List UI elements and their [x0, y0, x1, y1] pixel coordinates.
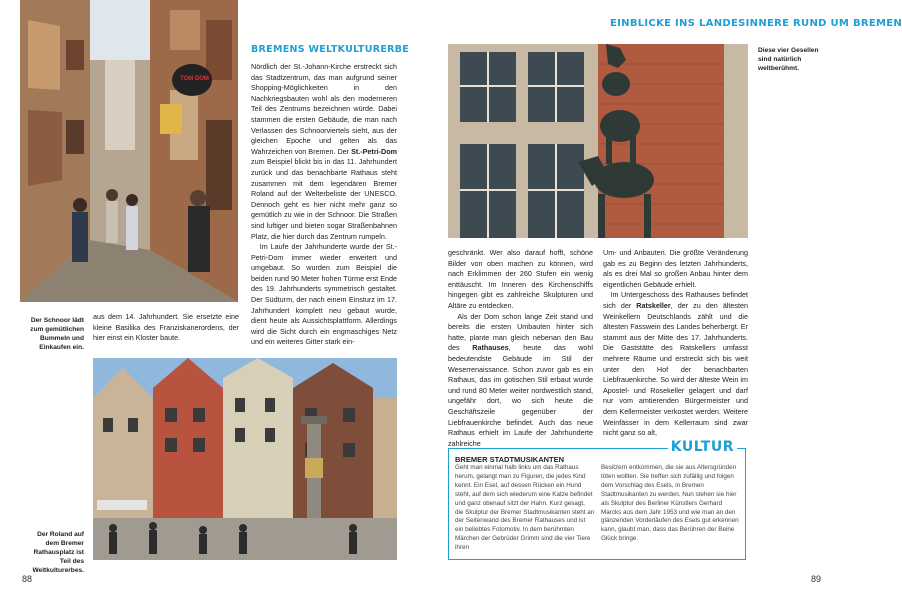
chapter-header-title: EINBLICKE INS LANDESINNERE RUND UM BREMEN	[610, 18, 902, 29]
kultur-box-col2: Besitzern entkommen, die sie aus Altersgründen töten wollten. Sie treffen sich zufällig und folgen dem Vorschlag des Esels, in Bremen Stadtmusikanten zu werden. Nun stehen sie hier als Skulptur des Berliner Künstlers Gerhard Marcks aus dem Jahr 1953 und wie man an den glänzenden Vorderläufen des Esels gut erkennen kann, glaubt man, dass das Berühren der Beine Glück bringe.	[601, 464, 739, 543]
kultur-box-col1: Geht man einmal halb links um das Rathaus herum, gelangt man zu Figuren, die jedes Kind kennt. Ein Esel, auf dessen Rücken ein Hund steht, auf dem sich wiederum eine Katze befindet und ganz obenauf sitzt der Hahn. Kurz gesagt, die Skulptur der Bremer Stadtmusikanten steht an der Seitenwand des Bremer Rathauses und ist ein beliebtes Fotomotiv. In dem berühmten Märchen der Gebrüder Grimm sind die vier Tiere ihren	[455, 464, 595, 552]
body-text-left-short-column: aus dem 14. Jahrhundert. Sie ersetzte eine kleine Basilika des Franziskanerordens, der hier einst ein Kloster baute.	[93, 312, 239, 343]
caption-schnoor: Der Schnoor lädt zum gemütlichen Bummeln und Einkaufen ein.	[30, 317, 84, 351]
text-segment: zum Beispiel blickt bis in das 11. Jahrhundert zurück und das benachbarte Rathaus steht zusammen mit dem legendären Bremer Roland auf der Welterbeliste der UNESCO. Dennoch geht es hier nicht mehr ganz so gemütlich zu wie in der Schnoor. Die Straßen sind luftiger und bieten sogar Straßenbahnen Platz, die hier durch das Zentrum rumpeln.	[251, 157, 397, 241]
body-text-right-page-col1	[448, 248, 593, 449]
text-segment: geschränkt. Wer also darauf hofft, schöne Bilder von oben machen zu können, wird nach Erklimmen der 260 Stufen ein wenig enttäuscht. Im Inneren des Kirchenschiffs hingegen gibt es zahlreiche Skulpturen und Altäre zu entdecken.	[448, 248, 593, 310]
text-segment: , der zu den ältesten Weinkellern Deutschlands zählt und die ältesten Fasswein des Landes beherbergt. Er stammt aus der Mitte des 17. Jahrhunderts. Die Gaststätte des Ratskellers umfasst mehrere Räume und erstreckt sich bis weit unter den Hof der benachbarten Liebfrauenkirche. So wird der älteste Wein im Apostel- und Rosekeller gelagert und darf nur vom amtierenden Bürgermeister und dem Kellermeister verkostet werden. Weitere Weinfässer in dem Kellerraum sind zwar nicht ganz so alt,	[603, 300, 748, 438]
text-segment: Im Laufe der Jahrhunderte wurde der St.-Petri-Dom immer wieder erweitert und umgebaut. So wurden zum Beispiel die beiden rund 90 Meter hohen Türme erst Ende des 19. Jahrhunderts symmetrisch gestaltet. Der Südturm, der nach einem Einsturz im 17. Jahrhundert komplett neu gebaut wurde, dient heute als Aussichtsplattform. Allerdings wird die Sicht durch ein engmaschiges Netz und ein weiteres Gitter stark ein-	[251, 242, 397, 347]
body-text-left-page-column	[251, 62, 397, 348]
text-segment: Um- und Anbauten. Die größte Veränderung gab es zu Beginn des letzten Jahrhunderts, als es drei Mal so großen Anbau hinter dem eigentlichen Gebäude erhielt.	[603, 248, 748, 289]
page-number-right: 89	[810, 574, 821, 584]
bold-term-rathauses: Rathauses	[472, 343, 509, 353]
section-title-weltkulturerbe: BREMENS WELTKULTURERBE	[251, 44, 410, 55]
page-number-left: 88	[22, 574, 33, 584]
photo-roland-marktplatz	[93, 358, 397, 560]
kultur-box-title: BREMER STADTMUSIKANTEN	[455, 455, 565, 464]
text-segment: Als der Dom schon lange Zeit stand und bereits die ersten Umbauten hinter sich hatte, plante man gleich nebenan den Bau des	[448, 311, 593, 353]
text-segment: , heute das wohl bedeutendste Gebäude im Stil der Weserrenaissance. Schon zuvor gab es ein Rathaus, das im gotischen Stil erbaut wurde und rund 80 Meter weiter nordwestlich stand, ungefähr dort, wo sich heute die Geschäftszeile gegenüber der Liebfrauenkirche befindet. Auch das neue Rathaus erhielt im Laufe der Jahrhunderte zahlreiche	[448, 343, 593, 448]
photo-town-musicians	[448, 44, 748, 238]
caption-town-musicians: Diese vier Gesellen sind natürlich weltberühmt.	[758, 47, 819, 72]
photo-schnoor-street	[20, 0, 238, 302]
text-segment: Nördlich der St.-Johann-Kirche erstreckt sich das Stadtzentrum, das man aufgrund seiner Shopping-Möglichkeiten in den Nachkriegsbauten wohl als den moderneren Teil des Zentrums bezeichnen würde. Dabei stammen die ersten Gebäude, die man nach Verlassen des Schnoorviertels sieht, aus der gleichen Epoche und gelten als das Wahrzeichen von Bremen. Der	[251, 62, 397, 156]
bold-term-ratskeller: Ratskeller	[636, 300, 671, 310]
photo-sign-text: TOM DOM	[180, 76, 209, 82]
bold-term-st-petri-dom: St.-Petri-Dom	[351, 146, 397, 156]
kultur-label: KULTUR	[668, 439, 737, 455]
kultur-info-box	[448, 439, 746, 560]
body-text-right-page-col2	[603, 248, 748, 439]
text-segment: Im Untergeschoss des Rathauses befindet sich der	[603, 290, 748, 310]
caption-roland: Der Roland auf dem Bremer Rathausplatz ist Teil des Weltkulturerbes.	[32, 531, 84, 574]
